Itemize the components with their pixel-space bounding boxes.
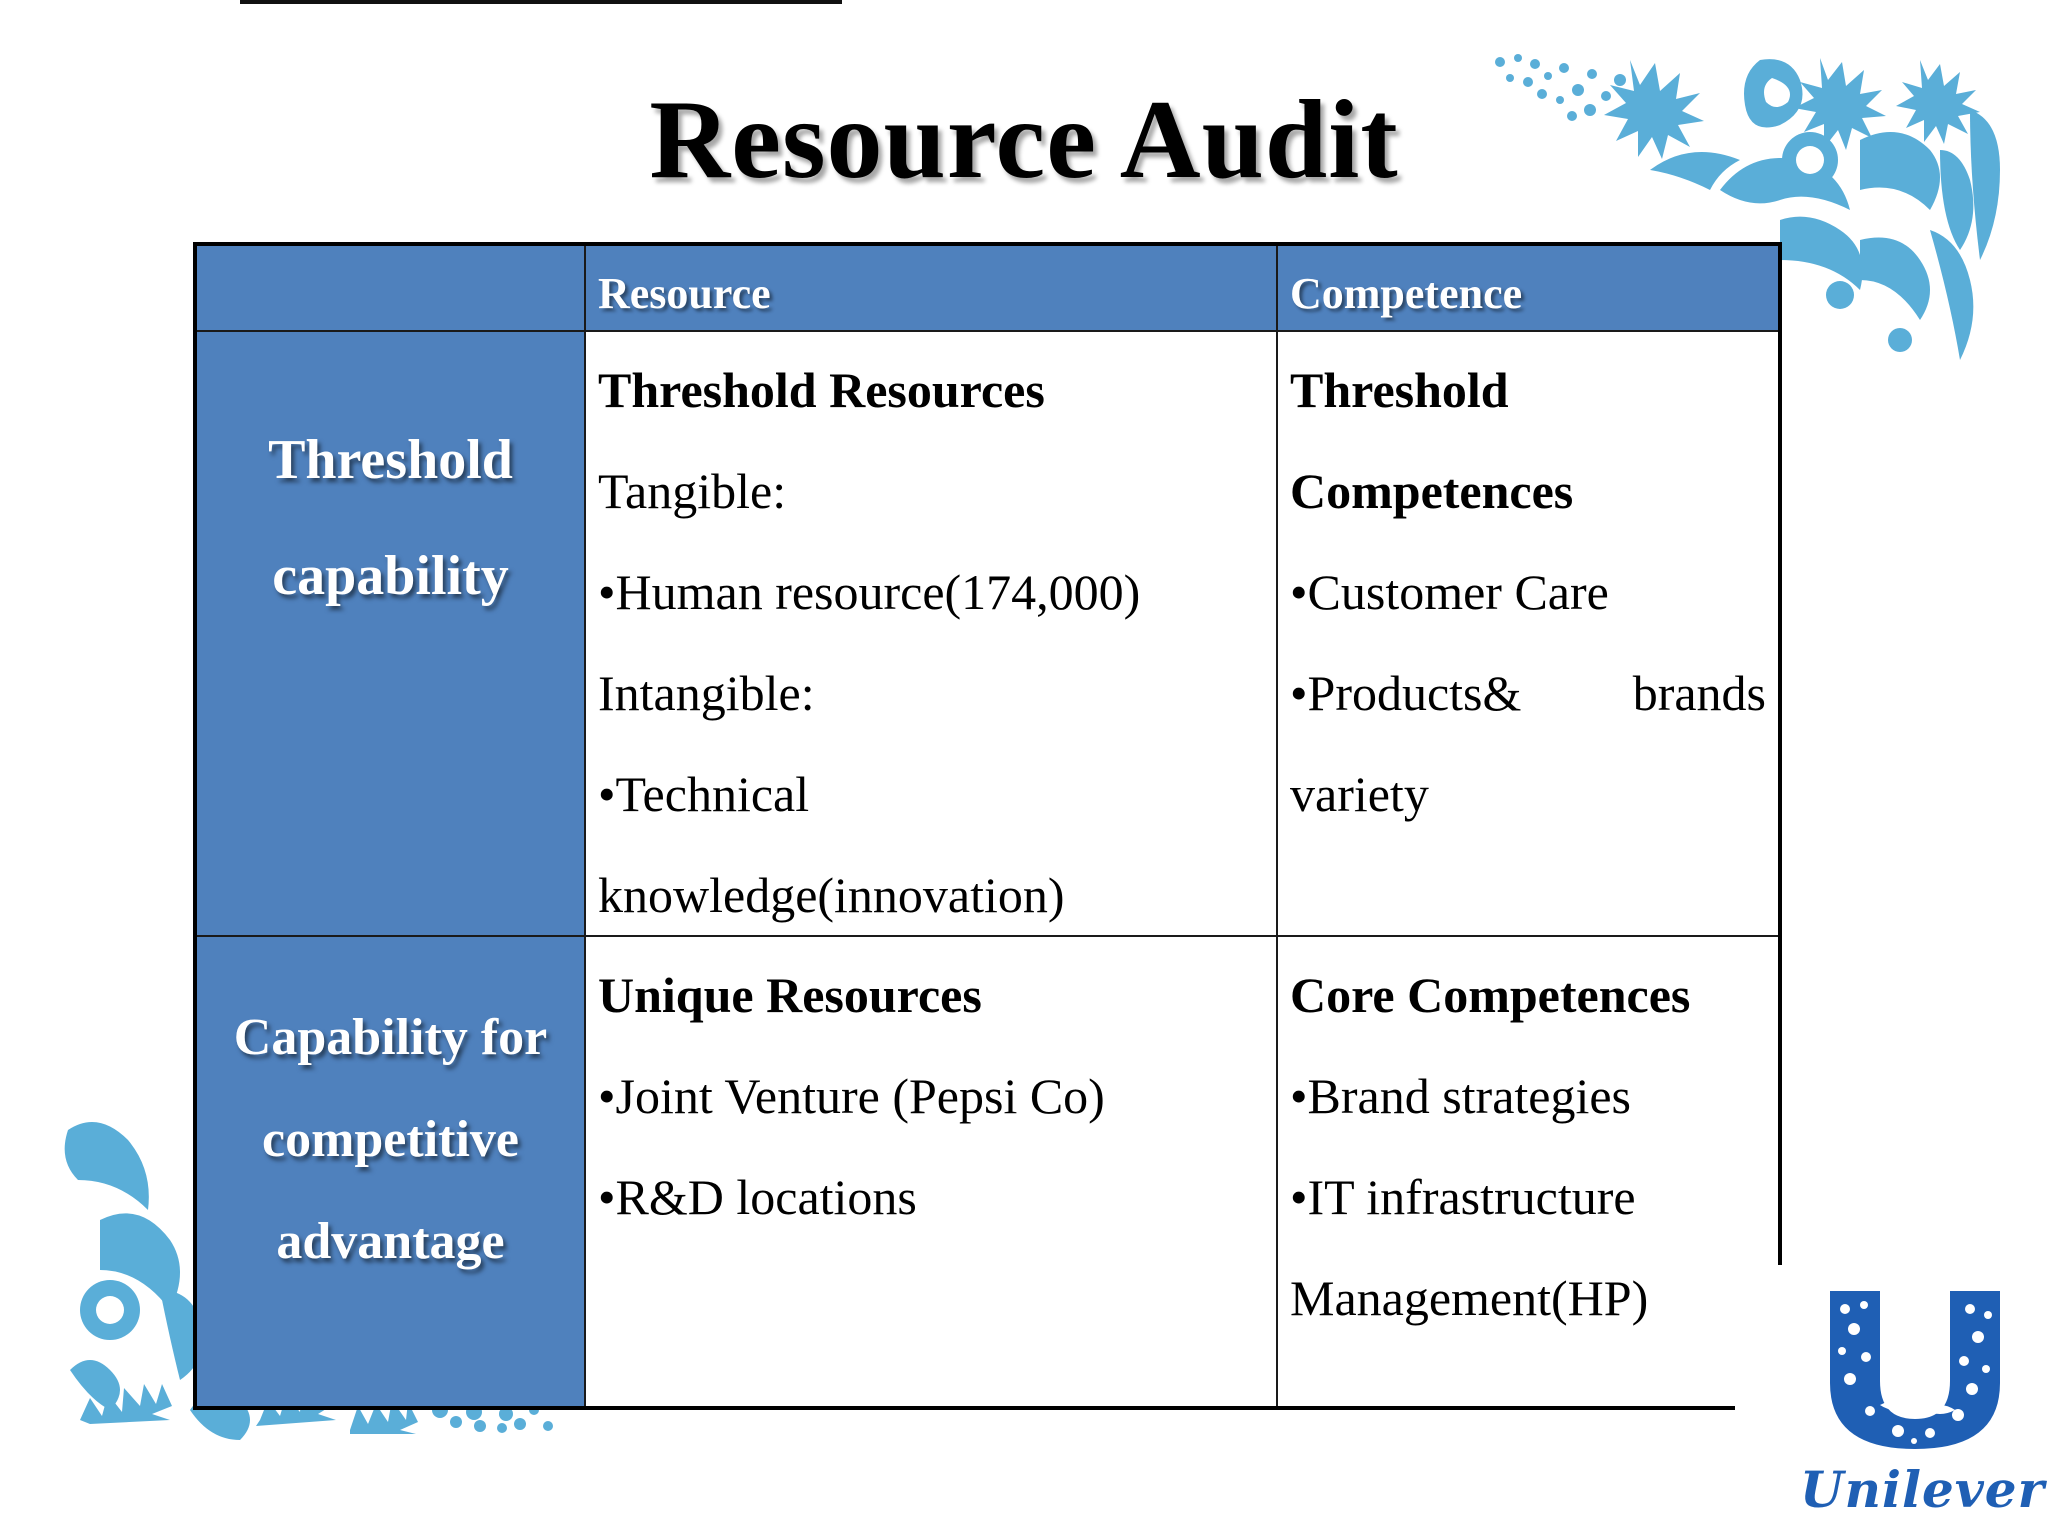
table-corner-header bbox=[197, 246, 586, 332]
resource-audit-table bbox=[193, 242, 1782, 1410]
cell-line: •Joint Venture (Pepsi Co) bbox=[598, 1068, 1105, 1124]
row-label-line: Threshold bbox=[268, 429, 513, 491]
row-label-threshold-capability bbox=[197, 332, 586, 937]
column-header-resource: Resource bbox=[586, 246, 1278, 332]
cell-line: •IT infrastructure bbox=[1290, 1169, 1636, 1225]
cell-heading: Core Competences bbox=[1290, 967, 1691, 1023]
cell-heading: Threshold bbox=[1290, 362, 1509, 418]
top-rule bbox=[240, 0, 842, 4]
row-label-line: capability bbox=[272, 545, 509, 607]
unilever-u-icon bbox=[1820, 1285, 2010, 1455]
cell-line: •Human resource(174,000) bbox=[598, 564, 1141, 620]
cell-line: •Customer Care bbox=[1290, 564, 1609, 620]
unique-resources-cell bbox=[586, 937, 1278, 1406]
cell-heading: Competences bbox=[1290, 463, 1574, 519]
cell-line: Tangible: bbox=[598, 463, 787, 519]
row-label-line: competitive bbox=[261, 1111, 519, 1168]
column-header-competence: Competence bbox=[1278, 246, 1778, 332]
threshold-resources-cell bbox=[586, 332, 1278, 937]
unilever-logo-text: Unilever bbox=[1800, 1460, 2045, 1519]
slide-title: Resource Audit bbox=[649, 78, 1399, 202]
cell-line: •R&D locations bbox=[598, 1169, 917, 1225]
row-label-line: Capability for bbox=[233, 1009, 548, 1066]
cell-line: Intangible: bbox=[598, 665, 815, 721]
cell-line: Management(HP) bbox=[1290, 1270, 1649, 1326]
cell-line: •Products& brands bbox=[1290, 665, 1766, 721]
cell-line: knowledge(innovation) bbox=[598, 867, 1065, 923]
cell-line: •Technical bbox=[598, 766, 810, 822]
row-label-competitive-advantage bbox=[197, 937, 586, 1406]
cell-line: •Brand strategies bbox=[1290, 1068, 1632, 1124]
cell-line: variety bbox=[1290, 766, 1429, 822]
core-competences-cell bbox=[1278, 937, 1778, 1406]
cell-heading: Unique Resources bbox=[598, 967, 982, 1023]
row-label-line: advantage bbox=[276, 1213, 505, 1270]
threshold-competences-cell bbox=[1278, 332, 1778, 937]
cell-heading: Threshold Resources bbox=[598, 362, 1045, 418]
